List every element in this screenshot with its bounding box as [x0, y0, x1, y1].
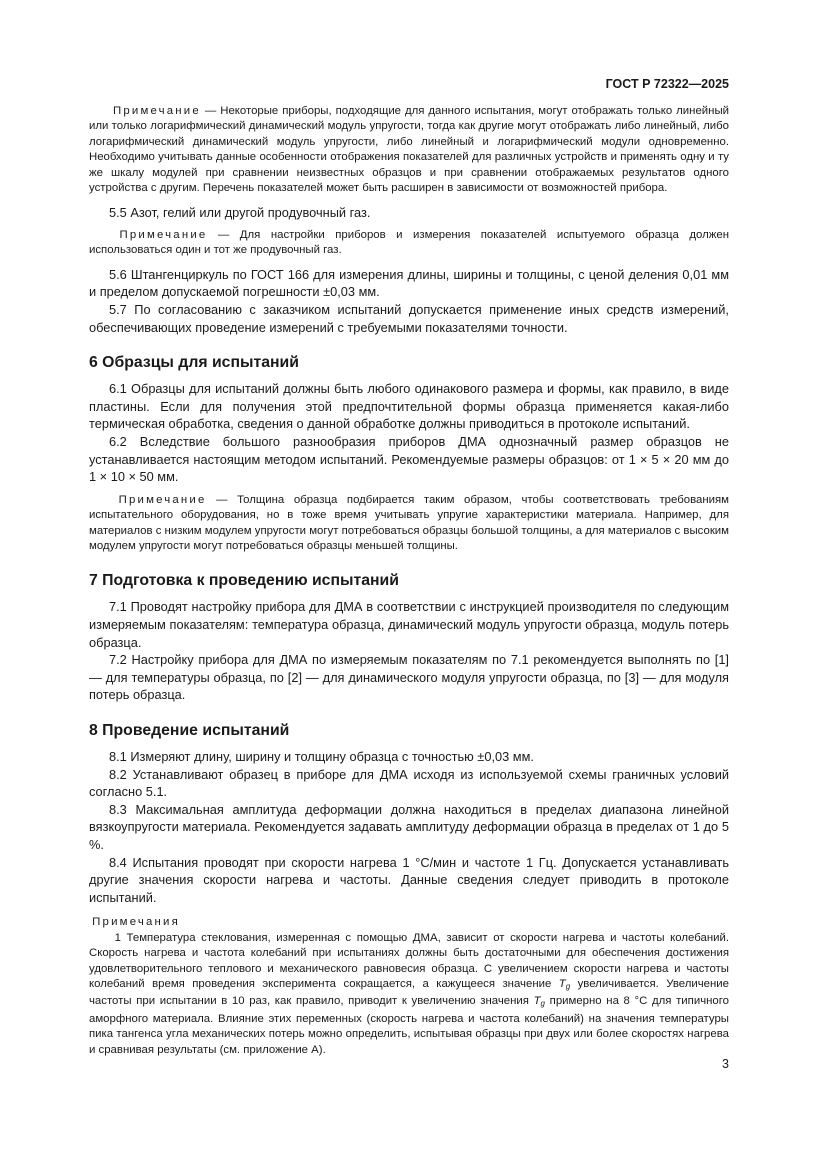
- note-paragraph: [89, 493, 729, 555]
- section-heading-6: 6 Образцы для испытаний: [89, 354, 299, 372]
- final-note-1: [89, 931, 729, 1058]
- page-number: 3: [722, 1057, 729, 1071]
- section-heading-8: 8 Проведение испытаний: [89, 721, 290, 739]
- page-content: [89, 104, 729, 1058]
- notes-heading: [89, 915, 729, 930]
- paragraph-8-1: 8.1 Измеряют длину, ширину и толщину образца с точностью ±0,03 мм.: [109, 748, 534, 764]
- paragraph-8-2: 8.2 Устанавливают образец в приборе для ДМА исходя из используемой схемы граничных условий согласно 5.1.: [89, 766, 729, 800]
- tg-symbol: T: [558, 977, 566, 990]
- paragraph-8-3: 8.3 Максимальная амплитуда деформации должна находиться в пределах диапазона линейной вязкоупругости материала. Рекомендуется задавать амплитуду деформации образца в пределах от 1 до 5 %.: [89, 801, 729, 852]
- note-text: — Для настройки приборов и измерения показателей испытуемого образца должен использоваться один и тот же продувочный газ.: [89, 229, 729, 257]
- note-label: Примечание: [112, 105, 201, 117]
- notes-label: Примечания: [92, 916, 180, 929]
- tg-subscript: g: [565, 981, 571, 991]
- note-text: — Толщина образца подбирается таким образом, чтобы соответствовать требованиям испытательного оборудования, но в тоже время учитывать упругие характеристики материала. Например, для материалов с низким модулем упругости могут потребоваться образцы большой толщины, а для материалов с высоким модулем упругости могут потребоваться образцы меньшей толщины.: [89, 493, 729, 552]
- final-note-text-a: 1 Температура стеклования, измеренная с помощью ДМА, зависит от скорости нагрева и частоты колебаний. Скорость нагрева и частота колебаний при испытаниях должны быть достаточными для обеспечения достижения удовлетворительного теплового и механического равновесия образца. С увеличением скорости нагрева и частоты колебаний время проведения эксперимента сокращается, а кажущееся значение: [89, 931, 730, 990]
- document-id: ГОСТ Р 72322—2025: [605, 77, 729, 91]
- tg-subscript: g: [540, 999, 545, 1009]
- paragraph-7-2: 7.2 Настройку прибора для ДМА по измеряемым показателям по 7.1 рекомендуется выполнять по [1] — для температуры образца, по [2] — для динамического модуля упругости образца, по [3] — для модуля потерь образца.: [89, 652, 729, 703]
- paragraph-5-5: 5.5 Азот, гелий или другой продувочный газ.: [109, 205, 371, 221]
- final-note-text-c: примерно на 8 °С для типичного аморфного материала. Влияние этих переменных (скорость нагрева и частота колебаний) на значения температуры пика тангенса угла механических потерь можно определить, испытывая образцы при двух или более скоростях нагрева и сравнивая результаты (см. приложение А).: [89, 995, 729, 1056]
- paragraph-8-4: 8.4 Испытания проводят при скорости нагрева 1 °С/мин и частоте 1 Гц. Допускается устанавливать другие значения скорости нагрева и частоты. Данные сведения следует приводить в протоколе испытаний.: [89, 854, 729, 905]
- paragraph-5-6: 5.6 Штангенциркуль по ГОСТ 166 для измерения длины, ширины и толщины, с ценой деления 0,01 мм и пределом допускаемой погрешности ±0,03 мм.: [89, 266, 729, 300]
- note-label: Примечание: [119, 229, 208, 242]
- tg-symbol: T: [533, 995, 541, 1008]
- note-paragraph: [89, 228, 729, 259]
- paragraph-6-1: 6.1 Образцы для испытаний должны быть любого одинакового размера и формы, как правило, в виде пластины. Если для получения этой предпочтительной формы образца применяется какая-либо термическая обработка, сведения о данной обработке должны приводиться в протоколе испытаний.: [89, 381, 729, 432]
- section-heading-7: 7 Подготовка к проведению испытаний: [89, 572, 399, 590]
- paragraph-5-7: 5.7 По согласованию с заказчиком испытаний допускается применение иных средств измерений, обеспечивающих проведение измерений с требуемыми показателями точности.: [89, 302, 729, 335]
- paragraph-6-2: 6.2 Вследствие большого разнообразия приборов ДМА однозначный размер образцов не устанавливается настоящим методом испытаний. Рекомендуемые размеры образцов: от 1 × 5 × 20 мм до 1 × 10 × 50 мм.: [89, 434, 729, 485]
- paragraph-7-1: 7.1 Проводят настройку прибора для ДМА в соответствии с инструкцией производителя по следующим измеряемым показателям: температура образца, динамический модуль упругости образца, модуль потерь образца.: [89, 599, 729, 650]
- note-paragraph: [89, 104, 729, 196]
- note-label: Примечание: [118, 493, 207, 506]
- note-text: — Некоторые приборы, подходящие для данного испытания, могут отображать только линейный или только логарифмический динамический модуль упругости, тогда как другие могут отображать либо линейный, либо логарифмический динамический модуль упругости, либо линейный и логарифмический модули одновременно. Необходимо учитывать данные особенности отображения показателей для различных устройств и применять одну и ту же шкалу модулей при сравнении неизвестных образцов и при сравнении отображаемых результатов одного устройства с другим. Перечень показателей может быть расширен в зависимости от возможностей прибора.: [89, 105, 729, 195]
- final-note-text-b: увеличивается. Увеличение частоты при испытании в 10 раз, как правило, приводит к увеличению значения: [89, 977, 729, 1008]
